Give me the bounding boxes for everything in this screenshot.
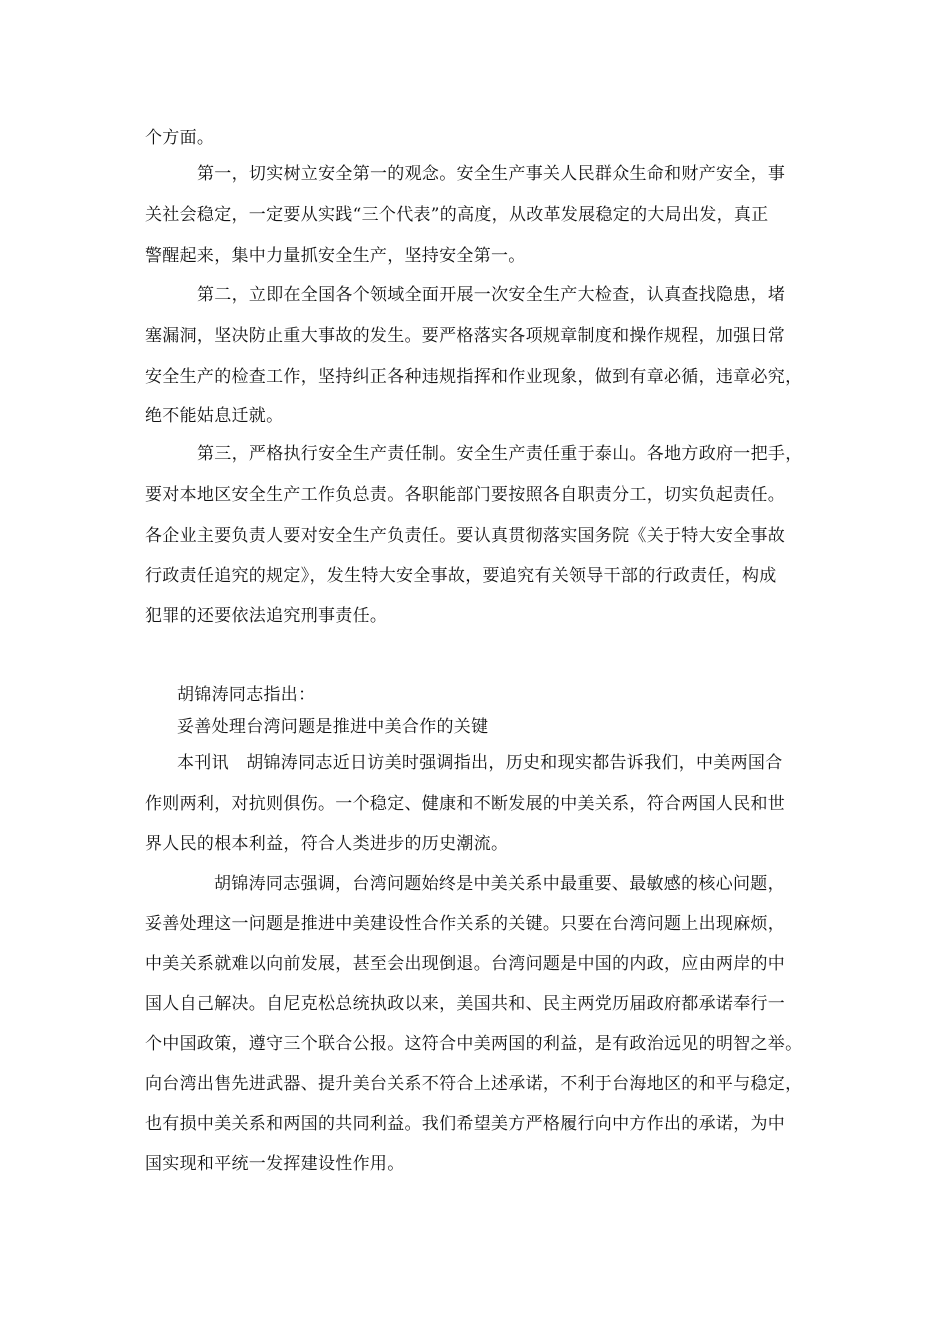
paragraph-line: 第三，严格执行安全生产责任制。安全生产责任重于泰山。各地方政府一把手， xyxy=(197,444,803,464)
paragraph-line: 各企业主要负责人要对安全生产负责任。要认真贯彻落实国务院《关于特大安全事故 xyxy=(145,526,786,546)
paragraph-line: 个方面。 xyxy=(145,128,215,148)
paragraph-line: 第二，立即在全国各个领域全面开展一次安全生产大检查，认真查找隐患，堵 xyxy=(197,285,786,305)
paragraph-line: 本刊讯 胡锦涛同志近日访美时强调指出，历史和现实都告诉我们，中美两国合 xyxy=(177,753,783,773)
paragraph-line: 国实现和平统一发挥建设性作用。 xyxy=(145,1154,405,1174)
paragraph-line: 中美关系就难以向前发展，甚至会出现倒退。台湾问题是中国的内政，应由两岸的中 xyxy=(145,954,786,974)
paragraph-line: 第一，切实树立安全第一的观念。安全生产事关人民群众生命和财产安全，事 xyxy=(197,164,786,184)
paragraph-line: 向台湾出售先进武器、提升美台关系不符合上述承诺，不利于台海地区的和平与稳定， xyxy=(145,1074,803,1094)
paragraph-line: 个中国政策，遵守三个联合公报。这符合中美两国的利益，是有政治远见的明智之举。 xyxy=(145,1034,803,1054)
paragraph-line: 也有损中美关系和两国的共同利益。我们希望美方严格履行向中方作出的承诺，为中 xyxy=(145,1114,786,1134)
paragraph-line: 警醒起来，集中力量抓安全生产，坚持安全第一。 xyxy=(145,246,526,266)
article-intro-heading: 胡锦涛同志指出： xyxy=(177,685,316,705)
paragraph-line: 国人自己解决。自尼克松总统执政以来，美国共和、民主两党历届政府都承诺奉行一 xyxy=(145,994,786,1014)
paragraph-line: 界人民的根本利益，符合人类进步的历史潮流。 xyxy=(145,834,509,854)
paragraph-line: 行政责任追究的规定》，发生特大安全事故，要追究有关领导干部的行政责任，构成 xyxy=(145,566,777,586)
paragraph-line: 作则两利，对抗则俱伤。一个稳定、健康和不断发展的中美关系，符合两国人民和世 xyxy=(145,794,786,814)
paragraph-line: 塞漏洞，坚决防止重大事故的发生。要严格落实各项规章制度和操作规程，加强日常 xyxy=(145,326,786,346)
article-title: 妥善处理台湾问题是推进中美合作的关键 xyxy=(177,717,489,737)
paragraph-line: 犯罪的还要依法追究刑事责任。 xyxy=(145,606,388,626)
paragraph-line: 要对本地区安全生产工作负总责。各职能部门要按照各自职责分工，切实负起责任。 xyxy=(145,485,786,505)
paragraph-line: 绝不能姑息迁就。 xyxy=(145,406,284,426)
paragraph-line: 关社会稳定，一定要从实践“三个代表”的高度，从改革发展稳定的大局出发，真正 xyxy=(145,205,769,225)
paragraph-line: 妥善处理这一问题是推进中美建设性合作关系的关键。只要在台湾问题上出现麻烦， xyxy=(145,914,786,934)
paragraph-line: 胡锦涛同志强调，台湾问题始终是中美关系中最重要、最敏感的核心问题， xyxy=(214,874,785,894)
paragraph-line: 安全生产的检查工作，坚持纠正各种违规指挥和作业现象，做到有章必循，违章必究， xyxy=(145,367,803,387)
